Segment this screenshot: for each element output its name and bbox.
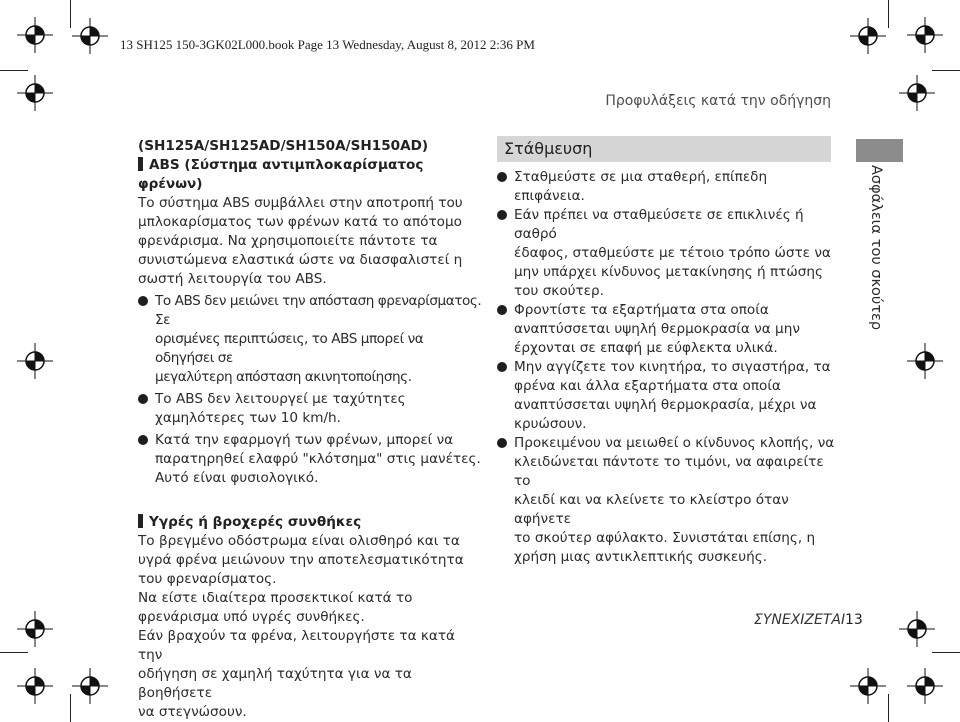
bullet-line: έδαφος, σταθμεύστε με τέτοιο τρόπο ώστε να <box>514 245 831 261</box>
crop-line <box>0 70 28 71</box>
registration-mark-icon <box>850 668 886 704</box>
parking-bullet <box>497 206 842 301</box>
section-header-parking: Στάθμευση <box>497 136 831 162</box>
bullet-icon <box>138 394 148 404</box>
abs-heading <box>138 156 483 194</box>
bullet-icon <box>497 305 507 315</box>
bullet-line: έρχονται σε επαφή με εύφλεκτα υλικά. <box>514 340 778 356</box>
registration-mark-icon <box>17 75 53 111</box>
wet-text-line: Να είστε ιδιαίτερα προσεκτικοί κατά το <box>138 590 413 606</box>
bullet-line: Προκειμένου να μειωθεί ο κίνδυνος κλοπής, να <box>514 435 835 451</box>
side-tab <box>856 139 903 162</box>
right-column <box>497 168 842 567</box>
wet-text-line: φρενάρισμα υπό υγρές συνθήκες. <box>138 609 365 625</box>
registration-mark-icon <box>72 18 108 54</box>
wet-text-line: οδήγηση σε χαμηλή ταχύτητα για να τα βοηθήσετε <box>138 666 412 701</box>
registration-mark-icon <box>17 343 53 379</box>
abs-intro-line: Το σύστημα ABS συμβάλλει στην αποτροπή του <box>138 195 463 211</box>
abs-heading-text: ABS (Σύστημα αντιμπλοκαρίσματος φρένων) <box>138 157 424 192</box>
model-line: (SH125A/SH125AD/SH150A/SH150AD) <box>138 138 429 154</box>
bullet-line: χρήση μιας αντικλεπτικής συσκευής. <box>514 549 768 565</box>
side-tab-label: Ασφάλεια του σκούτερ <box>868 165 884 331</box>
bullet-line: Εάν πρέπει να σταθμεύσετε σε επικλινές ή σαθρό <box>514 207 804 242</box>
registration-mark-icon <box>850 18 886 54</box>
bullet-icon <box>497 362 507 372</box>
bullet-line: του σκούτερ. <box>514 283 604 299</box>
bullet-line: Σταθμεύστε σε μια σταθερή, επίπεδη επιφάνεια. <box>514 169 768 204</box>
left-column <box>138 137 483 722</box>
registration-mark-icon <box>17 17 53 53</box>
bullet-line: χαμηλότερες των 10 km/h. <box>155 410 341 426</box>
registration-mark-icon <box>907 343 943 379</box>
print-slug-header: 13 SH125 150-3GK02L000.book Page 13 Wednesday, August 8, 2012 2:36 PM <box>120 37 535 52</box>
bullet-line: κλειδί και να κλείνετε το κλείστρο όταν αφήνετε <box>514 492 789 527</box>
bullet-line: κρυώσουν. <box>514 416 587 432</box>
bullet-icon <box>497 210 507 220</box>
bullet-line: παρατηρηθεί ελαφρύ "κλότσημα" στις μανέτες. <box>155 451 481 467</box>
bullet-line: Το ABS δεν μειώνει την απόσταση φρεναρίσματος. Σε <box>155 293 482 328</box>
registration-mark-icon <box>907 668 943 704</box>
bullet-icon <box>497 172 507 182</box>
wet-text-line: του φρεναρίσματος. <box>138 571 277 587</box>
bullet-line: το σκούτερ αφύλακτο. Συνιστάται επίσης, η <box>514 530 816 546</box>
parking-bullet <box>497 434 842 567</box>
crop-line <box>888 694 889 722</box>
heading-bar-icon <box>138 157 143 171</box>
abs-intro-line: συνιστώμενα ελαστικά ώστε να διασφαλιστεί η <box>138 252 463 268</box>
registration-mark-icon <box>899 611 935 647</box>
bullet-line: Μην αγγίζετε τον κινητήρα, το σιγαστήρα, τα <box>514 359 831 375</box>
heading-bar-icon <box>138 514 143 528</box>
wet-text-line: να στεγνώσουν. <box>138 704 247 720</box>
crop-line <box>932 652 960 653</box>
abs-bullet <box>138 431 483 488</box>
registration-mark-icon <box>907 17 943 53</box>
bullet-icon <box>138 296 148 306</box>
crop-line <box>70 694 71 722</box>
abs-intro-line: σωστή λειτουργία του ABS. <box>138 271 327 287</box>
crop-line <box>70 0 71 28</box>
abs-intro-line: μπλοκαρίσματος των φρένων κατά το απότομο <box>138 214 462 230</box>
wet-text-line: Εάν βραχούν τα φρένα, λειτουργήστε τα κατά την <box>138 628 455 663</box>
continued-label: ΣΥΝΕΧΙΖΕΤΑΙ <box>754 612 846 628</box>
registration-mark-icon <box>72 668 108 704</box>
wet-text-line: Το βρεγμένο οδόστρωμα είναι ολισθηρό και τα <box>138 533 460 549</box>
bullet-icon <box>138 435 148 445</box>
registration-mark-icon <box>17 611 53 647</box>
page-number: 13 <box>845 612 863 628</box>
bullet-line: αναπτύσσεται υψηλή θερμοκρασία, μέχρι να <box>514 397 817 413</box>
bullet-line: Το ABS δεν λειτουργεί με ταχύτητες <box>155 391 406 407</box>
parking-bullet <box>497 358 842 434</box>
bullet-icon <box>497 438 507 448</box>
abs-bullet <box>138 292 483 387</box>
registration-mark-icon <box>17 668 53 704</box>
wet-heading-text: Υγρές ή βροχερές συνθήκες <box>149 514 362 530</box>
crop-line <box>888 0 889 28</box>
abs-bullet <box>138 390 483 428</box>
bullet-line: μην υπάρχει κίνδυνος μετακίνησης ή πτώσης <box>514 264 823 280</box>
bullet-line: ορισμένες περιπτώσεις, το ABS μπορεί να οδηγήσει σε <box>155 331 424 366</box>
parking-bullet <box>497 301 842 358</box>
parking-bullet <box>497 168 842 206</box>
bullet-line: κλειδώνεται πάντοτε το τιμόνι, να αφαιρείτε το <box>514 454 824 489</box>
wet-text-line: υγρά φρένα μειώνουν την αποτελεσματικότητα <box>138 552 464 568</box>
crop-line <box>0 652 28 653</box>
bullet-line: μεγαλύτερη απόσταση ακινητοποίησης. <box>155 369 412 385</box>
bullet-line: φρένα και άλλα εξαρτήματα στα οποία <box>514 378 781 394</box>
registration-mark-icon <box>899 75 935 111</box>
bullet-line: Κατά την εφαρμογή των φρένων, μπορεί να <box>155 432 454 448</box>
bullet-line: Φροντίστε τα εξαρτήματα στα οποία <box>514 302 769 318</box>
wet-heading <box>138 513 483 532</box>
running-head: Προφυλάξεις κατά την οδήγηση <box>605 93 831 109</box>
bullet-line: Αυτό είναι φυσιολογικό. <box>155 470 319 486</box>
abs-intro-line: φρενάρισμα. Να χρησιμοποιείτε πάντοτε τα <box>138 233 438 249</box>
crop-line <box>932 70 960 71</box>
bullet-line: αναπτύσσεται υψηλή θερμοκρασία να μην <box>514 321 800 337</box>
